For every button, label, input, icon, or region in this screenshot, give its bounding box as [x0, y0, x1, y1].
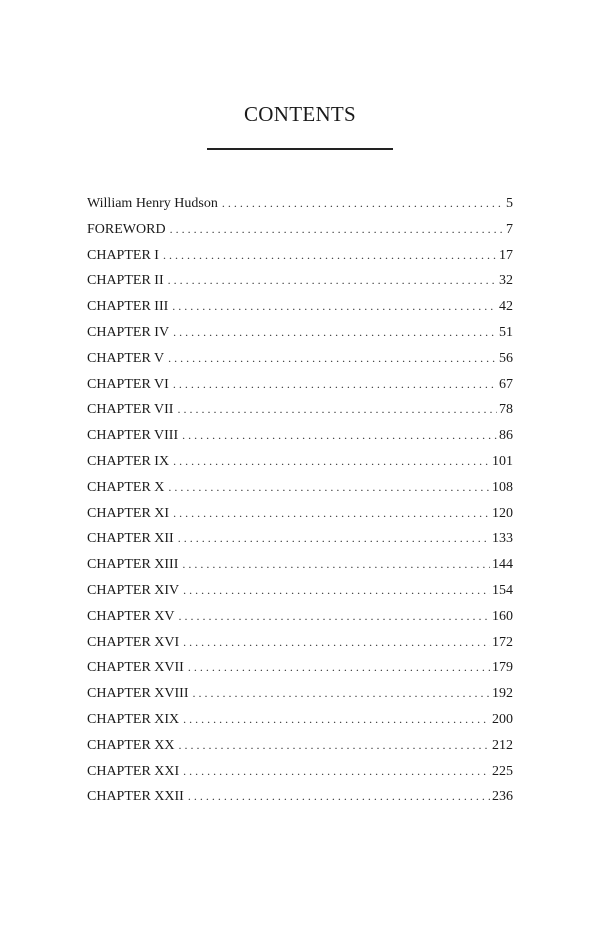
toc-entry-label: CHAPTER XI [87, 505, 170, 521]
dot-leader [193, 683, 491, 703]
toc-entry-page-number: 160 [492, 608, 513, 624]
toc-entry-18[interactable] [87, 657, 513, 683]
toc-entry-page-number: 101 [492, 453, 513, 469]
toc-entry-page-number: 225 [492, 763, 513, 779]
toc-entry-label: CHAPTER VIII [87, 428, 179, 444]
toc-entry-page-number: 86 [499, 428, 513, 444]
toc-entry-label: CHAPTER I [87, 247, 159, 263]
dot-leader [182, 554, 490, 574]
toc-entry-label: CHAPTER XIV [87, 582, 180, 598]
toc-entry-12[interactable] [87, 503, 513, 529]
toc-entry-label: CHAPTER XX [87, 737, 175, 753]
toc-entry-label: CHAPTER III [87, 299, 169, 315]
toc-entry-20[interactable] [87, 709, 513, 735]
toc-entry-5[interactable] [87, 322, 513, 348]
toc-entry-label: CHAPTER XVII [87, 660, 184, 676]
toc-entry-7[interactable] [87, 374, 513, 400]
toc-entry-19[interactable] [87, 683, 513, 709]
toc-entry-1[interactable] [87, 219, 513, 245]
dot-leader [173, 322, 497, 342]
toc-entry-label: CHAPTER XIX [87, 711, 180, 727]
toc-entry-page-number: 144 [492, 557, 513, 573]
table-of-contents [87, 193, 513, 812]
toc-entry-page-number: 7 [506, 221, 513, 237]
dot-leader [168, 477, 490, 497]
toc-entry-2[interactable] [87, 245, 513, 271]
title-divider [207, 148, 393, 150]
page-title: CONTENTS [243, 102, 357, 126]
toc-entry-label: William Henry Hudson [87, 196, 218, 211]
dot-leader [188, 657, 490, 677]
toc-entry-page-number: 17 [499, 247, 513, 263]
dot-leader [179, 735, 490, 755]
toc-entry-label: CHAPTER XVIII [87, 686, 189, 702]
toc-entry-page-number: 154 [492, 582, 513, 598]
toc-entry-label: CHAPTER XVI [87, 634, 180, 650]
dot-leader [183, 580, 490, 600]
dot-leader [183, 761, 490, 781]
toc-entry-16[interactable] [87, 606, 513, 632]
toc-entry-label: CHAPTER VII [87, 402, 174, 418]
toc-entry-23[interactable] [87, 786, 513, 812]
toc-entry-page-number: 172 [492, 634, 513, 650]
dot-leader [170, 219, 504, 239]
toc-entry-label: CHAPTER II [87, 273, 164, 289]
toc-entry-label: CHAPTER IV [87, 324, 170, 340]
dot-leader [182, 425, 497, 445]
toc-entry-page-number: 42 [499, 299, 513, 315]
toc-entry-22[interactable] [87, 761, 513, 787]
dot-leader [178, 528, 490, 548]
dot-leader [177, 399, 497, 419]
toc-entry-9[interactable] [87, 425, 513, 451]
toc-entry-page-number: 179 [492, 660, 513, 676]
toc-entry-label: CHAPTER V [87, 350, 165, 366]
toc-entry-page-number: 56 [499, 350, 513, 366]
dot-leader [179, 606, 490, 626]
toc-entry-label: CHAPTER XII [87, 531, 174, 547]
toc-entry-page-number: 51 [499, 324, 513, 340]
toc-entry-label: CHAPTER XXII [87, 789, 184, 805]
toc-entry-label: CHAPTER XXI [87, 763, 180, 779]
toc-entry-page-number: 78 [499, 402, 513, 418]
toc-entry-label: CHAPTER VI [87, 376, 169, 392]
toc-entry-page-number: 133 [492, 531, 513, 547]
toc-entry-page-number: 108 [492, 479, 513, 495]
dot-leader [172, 296, 497, 316]
toc-entry-page-number: 212 [492, 737, 513, 753]
toc-entry-page-number: 120 [492, 505, 513, 521]
toc-entry-13[interactable] [87, 528, 513, 554]
toc-entry-page-number: 200 [492, 711, 513, 727]
toc-entry-10[interactable] [87, 451, 513, 477]
toc-entry-11[interactable] [87, 477, 513, 503]
toc-entry-page-number: 32 [499, 273, 513, 289]
dot-leader [173, 451, 490, 471]
dot-leader [188, 786, 490, 806]
toc-entry-8[interactable] [87, 399, 513, 425]
toc-entry-6[interactable] [87, 348, 513, 374]
dot-leader [183, 632, 490, 652]
toc-entry-17[interactable] [87, 632, 513, 658]
toc-entry-label: CHAPTER XIII [87, 557, 179, 573]
toc-entry-21[interactable] [87, 735, 513, 761]
dot-leader [163, 245, 497, 265]
toc-entry-page-number: 5 [506, 196, 513, 211]
toc-entry-3[interactable] [87, 270, 513, 296]
dot-leader [168, 348, 497, 368]
toc-entry-page-number: 67 [499, 376, 513, 392]
dot-leader [222, 193, 504, 213]
toc-entry-label: FOREWORD [87, 221, 166, 237]
toc-entry-page-number: 192 [492, 686, 513, 702]
toc-entry-page-number: 236 [492, 789, 513, 805]
toc-entry-label: CHAPTER XV [87, 608, 175, 624]
toc-entry-4[interactable] [87, 296, 513, 322]
toc-entry-15[interactable] [87, 580, 513, 606]
toc-entry-label: CHAPTER IX [87, 453, 170, 469]
toc-entry-0[interactable] [87, 193, 513, 219]
dot-leader [183, 709, 490, 729]
toc-entry-14[interactable] [87, 554, 513, 580]
dot-leader [168, 270, 497, 290]
toc-entry-label: CHAPTER X [87, 479, 165, 495]
dot-leader [173, 374, 497, 394]
dot-leader [173, 503, 490, 523]
